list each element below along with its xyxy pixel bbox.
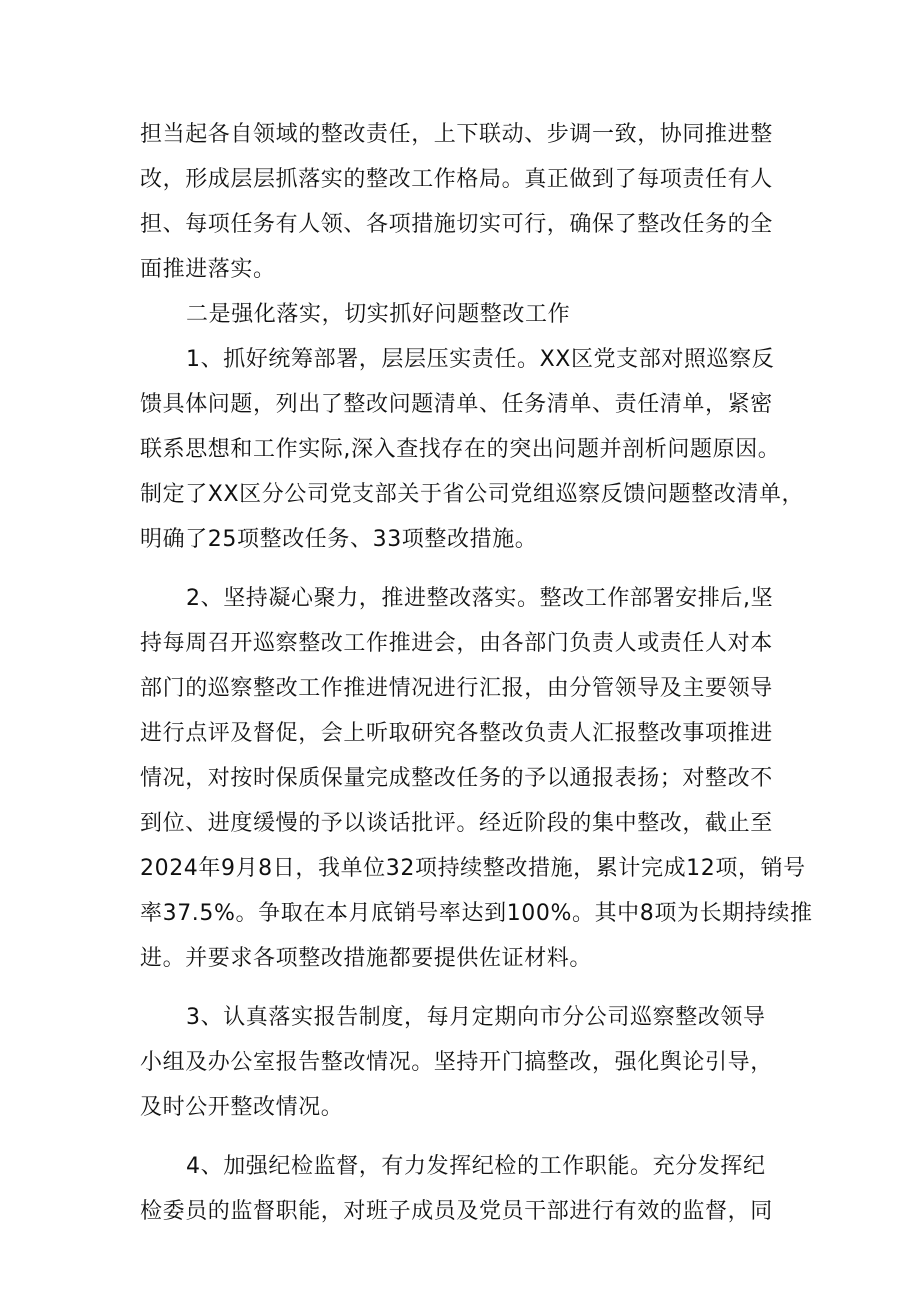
text-line: 持每周召开巡察整改工作推进会，由各部门负责人或责任人对本 — [140, 631, 773, 656]
paragraph-item-1 — [140, 337, 805, 562]
paragraph-item-3 — [140, 995, 790, 1130]
text-line: 小组及办公室报告整改情况。坚持开门搞整改，强化舆论引导， — [140, 1050, 773, 1075]
text-line: 改，形成层层抓落实的整改工作格局。真正做到了每项责任有人 — [140, 167, 773, 192]
heading-line: 二是强化落实，切实抓好问题整改工作 — [186, 302, 571, 327]
text-line: 检委员的监督职能，对班子成员及党员干部进行有效的监督，同 — [140, 1199, 773, 1224]
text-line: 1、抓好统筹部署，层层压实责任。XX区党支部对照巡察反 — [186, 347, 775, 372]
paragraph-item-2 — [140, 576, 813, 981]
text-line: 情况，对按时保质保量完成整改任务的予以通报表扬；对整改不 — [140, 766, 773, 791]
text-line: 联系思想和工作实际,深入查找存在的突出问题并剖析问题原因。 — [140, 437, 781, 462]
text-line: 部门的巡察整改工作推进情况进行汇报，由分管领导及主要领导 — [140, 676, 773, 701]
paragraph-continuation — [140, 112, 790, 292]
text-line: 制定了XX区分公司党支部关于省公司党组巡察反馈问题整改清单， — [140, 482, 805, 507]
text-line: 率37.5%。争取在本月底销号率达到100%。其中8项为长期持续推 — [140, 901, 813, 926]
section-heading — [140, 292, 790, 337]
text-line: 明确了25项整改任务、33项整改措施。 — [140, 527, 538, 552]
text-line: 2、坚持凝心聚力，推进整改落实。整改工作部署安排后,坚 — [186, 586, 774, 611]
text-line: 馈具体问题，列出了整改问题清单、任务清单、责任清单，紧密 — [140, 392, 773, 417]
text-line: 4、加强纪检监督，有力发挥纪检的工作职能。充分发挥纪 — [186, 1154, 766, 1179]
document-body — [140, 112, 813, 1234]
text-line: 2024年9月8日，我单位32项持续整改措施，累计完成12项，销号 — [140, 856, 806, 881]
paragraph-item-4 — [140, 1144, 790, 1234]
text-line: 及时公开整改情况。 — [140, 1095, 344, 1120]
text-line: 担当起各自领域的整改责任，上下联动、步调一致，协同推进整 — [140, 122, 773, 147]
text-line: 担、每项任务有人领、各项措施切实可行，确保了整改任务的全 — [140, 212, 773, 237]
text-line: 面推进落实。 — [140, 257, 276, 282]
text-line: 到位、进度缓慢的予以谈话批评。经近阶段的集中整改，截止至 — [140, 811, 773, 836]
text-line: 3、认真落实报告制度，每月定期向市分公司巡察整改领导 — [186, 1005, 766, 1030]
text-line: 进行点评及督促，会上听取研究各整改负责人汇报整改事项推进 — [140, 721, 773, 746]
text-line: 进。并要求各项整改措施都要提供佐证材料。 — [140, 946, 593, 971]
